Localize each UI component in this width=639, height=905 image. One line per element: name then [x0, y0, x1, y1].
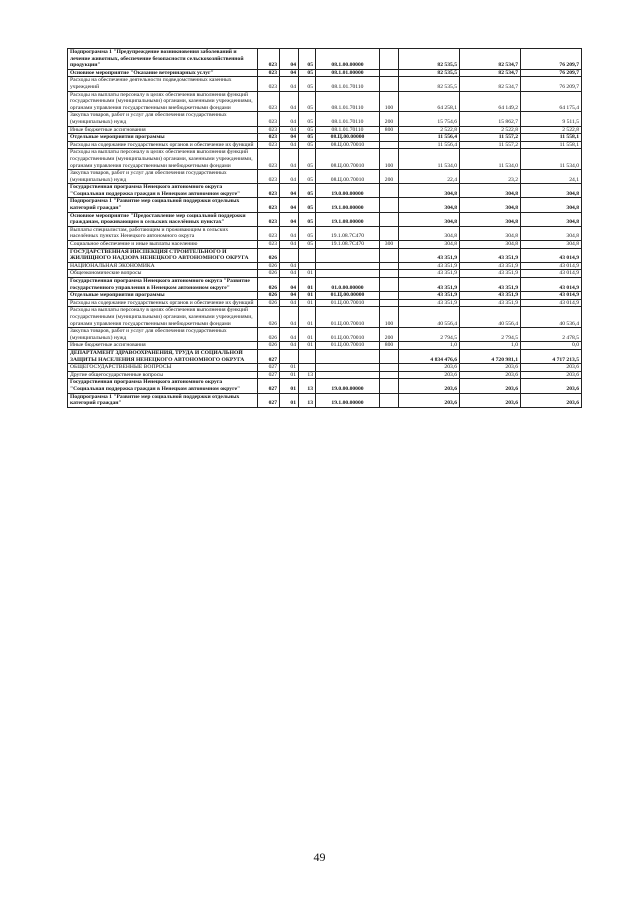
row-ved-code: 026 [258, 307, 280, 328]
row-value-year-3: 76 209,7 [521, 49, 582, 70]
row-value-year-2: 11 534,0 [460, 149, 521, 170]
row-value-year-1: 43 351,9 [399, 248, 460, 262]
row-subsection-code: 05 [299, 126, 316, 134]
table-row [68, 299, 582, 307]
row-value-year-3: 43 014,9 [521, 262, 582, 270]
row-ved-code: 023 [258, 126, 280, 134]
row-target-article-code: 19.1.08.00000 [316, 212, 380, 226]
row-ved-code: 023 [258, 212, 280, 226]
table-row [68, 342, 582, 350]
table-row [68, 170, 582, 184]
row-ved-code: 023 [258, 141, 280, 149]
page-number: 49 [313, 850, 326, 864]
row-section-code: 01 [280, 393, 299, 407]
row-value-year-1: 11 556,4 [399, 141, 460, 149]
row-ved-code: 023 [258, 184, 280, 198]
row-value-year-2: 304,8 [460, 241, 521, 249]
row-subsection-code: 13 [299, 371, 316, 379]
row-value-year-3: 4 717 213,5 [521, 349, 582, 363]
row-subsection-code: 05 [299, 141, 316, 149]
row-value-year-1: 22,4 [399, 170, 460, 184]
row-expense-type-code [380, 299, 399, 307]
row-expense-type-code [380, 49, 399, 70]
row-name: Закупка товаров, работ и услуг для обеспечения государственных (муниципальных) нужд [68, 170, 258, 184]
row-value-year-3: 11 534,0 [521, 149, 582, 170]
table-row [68, 241, 582, 249]
row-value-year-3: 203,6 [521, 371, 582, 379]
row-target-article-code: 08.1.01.70110 [316, 112, 380, 126]
row-ved-code: 023 [258, 241, 280, 249]
row-value-year-2: 23,2 [460, 170, 521, 184]
row-value-year-1: 2 794,5 [399, 328, 460, 342]
row-name: Закупка товаров, работ и услуг для обеспечения государственных (муниципальных) нужд [68, 328, 258, 342]
row-value-year-2: 1,0 [460, 342, 521, 350]
row-value-year-3: 76 209,7 [521, 69, 582, 77]
row-value-year-1: 203,6 [399, 393, 460, 407]
row-ved-code: 023 [258, 49, 280, 70]
row-ved-code: 023 [258, 91, 280, 112]
row-value-year-1: 203,6 [399, 379, 460, 393]
row-value-year-3: 304,8 [521, 212, 582, 226]
row-subsection-code [299, 349, 316, 363]
row-section-code: 04 [280, 69, 299, 77]
row-target-article-code [316, 364, 380, 372]
row-value-year-2: 40 556,4 [460, 307, 521, 328]
row-expense-type-code [380, 349, 399, 363]
row-subsection-code: 05 [299, 226, 316, 240]
row-value-year-2: 43 351,9 [460, 248, 521, 262]
row-section-code: 01 [280, 364, 299, 372]
row-target-article-code [316, 262, 380, 270]
table-row [68, 371, 582, 379]
row-target-article-code: 19.0.00.00000 [316, 184, 380, 198]
row-subsection-code: 05 [299, 184, 316, 198]
row-subsection-code: 05 [299, 49, 316, 70]
row-target-article-code: 08.Ц.00.70010 [316, 141, 380, 149]
row-value-year-3: 43 014,9 [521, 292, 582, 300]
row-section-code: 04 [280, 77, 299, 91]
table-row [68, 69, 582, 77]
row-value-year-1: 11 556,4 [399, 134, 460, 142]
row-section-code: 04 [280, 198, 299, 212]
row-target-article-code: 08.1.00.00000 [316, 49, 380, 70]
row-expense-type-code: 800 [380, 342, 399, 350]
row-section-code: 04 [280, 149, 299, 170]
row-subsection-code: 05 [299, 198, 316, 212]
row-name: Выплаты специалистам, работающим и проживающим в сельских населённых пунктах Ненецкого автономного округа [68, 226, 258, 240]
table-row [68, 307, 582, 328]
row-ved-code: 027 [258, 349, 280, 363]
table-row [68, 364, 582, 372]
row-value-year-1: 4 834 476,6 [399, 349, 460, 363]
row-value-year-2: 64 149,2 [460, 91, 521, 112]
row-target-article-code [316, 349, 380, 363]
row-subsection-code: 01 [299, 307, 316, 328]
row-expense-type-code [380, 270, 399, 278]
row-target-article-code: 19.1.08.7С470 [316, 241, 380, 249]
row-name: Государственная программа Ненецкого автономного округа "Социальная поддержка граждан в Ненецком автономном округе" [68, 379, 258, 393]
table-row [68, 262, 582, 270]
row-expense-type-code: 100 [380, 307, 399, 328]
row-value-year-3: 43 014,9 [521, 248, 582, 262]
row-target-article-code [316, 248, 380, 262]
row-subsection-code: 01 [299, 292, 316, 300]
row-ved-code: 027 [258, 371, 280, 379]
row-section-code: 04 [280, 342, 299, 350]
row-subsection-code: 13 [299, 379, 316, 393]
table-row [68, 328, 582, 342]
row-section-code: 04 [280, 141, 299, 149]
table-row [68, 126, 582, 134]
row-name: Отдельные мероприятия программы [68, 292, 258, 300]
row-ved-code: 026 [258, 270, 280, 278]
row-name: Расходы на обеспечение деятельности подведомственных казенных учреждений [68, 77, 258, 91]
row-value-year-2: 304,8 [460, 212, 521, 226]
row-ved-code: 026 [258, 248, 280, 262]
row-expense-type-code: 800 [380, 126, 399, 134]
row-section-code: 01 [280, 379, 299, 393]
row-expense-type-code [380, 69, 399, 77]
row-value-year-1: 304,8 [399, 198, 460, 212]
table-row [68, 91, 582, 112]
row-target-article-code: 01.Ц.00.00000 [316, 292, 380, 300]
row-section-code: 04 [280, 262, 299, 270]
table-row [68, 134, 582, 142]
row-ved-code: 023 [258, 112, 280, 126]
row-value-year-1: 43 351,9 [399, 262, 460, 270]
row-section-code: 01 [280, 371, 299, 379]
row-section-code: 04 [280, 49, 299, 70]
row-subsection-code [299, 262, 316, 270]
row-target-article-code: 19.1.00.00000 [316, 393, 380, 407]
row-value-year-1: 43 351,9 [399, 278, 460, 292]
row-subsection-code [299, 364, 316, 372]
row-value-year-3: 64 175,4 [521, 91, 582, 112]
table-row [68, 349, 582, 363]
table-row [68, 77, 582, 91]
row-value-year-3: 76 209,7 [521, 77, 582, 91]
row-value-year-2: 203,6 [460, 393, 521, 407]
row-section-code: 04 [280, 134, 299, 142]
row-target-article-code: 01.Ц.00.70010 [316, 342, 380, 350]
row-name: Государственная программа Ненецкого автономного округа "Развитие государственного управления в Ненецком автономном округе" [68, 278, 258, 292]
row-value-year-2: 203,6 [460, 364, 521, 372]
row-section-code: 04 [280, 278, 299, 292]
row-target-article-code: 01.0.00.00000 [316, 278, 380, 292]
row-value-year-1: 15 754,6 [399, 112, 460, 126]
row-subsection-code: 01 [299, 328, 316, 342]
row-ved-code: 027 [258, 393, 280, 407]
row-expense-type-code [380, 212, 399, 226]
row-name: ГОСУДАРСТВЕННАЯ ИНСПЕКЦИЯ СТРОИТЕЛЬНОГО И ЖИЛИЩНОГО НАДЗОРА НЕНЕЦКОГО АВТОНОМНОГО ОКРУГА [68, 248, 258, 262]
row-section-code: 04 [280, 212, 299, 226]
row-value-year-2: 304,8 [460, 198, 521, 212]
row-name: Иные бюджетные ассигнования [68, 342, 258, 350]
row-target-article-code: 08.Ц.00.00000 [316, 134, 380, 142]
row-section-code: 04 [280, 184, 299, 198]
table-row [68, 270, 582, 278]
row-subsection-code: 01 [299, 278, 316, 292]
row-expense-type-code [380, 379, 399, 393]
row-target-article-code: 08.1.01.00000 [316, 69, 380, 77]
row-expense-type-code [380, 77, 399, 91]
row-value-year-3: 0,0 [521, 342, 582, 350]
row-subsection-code: 05 [299, 149, 316, 170]
row-expense-type-code [380, 393, 399, 407]
table-row [68, 112, 582, 126]
row-target-article-code: 01.Ц.00.70010 [316, 328, 380, 342]
row-expense-type-code [380, 278, 399, 292]
row-expense-type-code [380, 184, 399, 198]
row-name: НАЦИОНАЛЬНАЯ ЭКОНОМИКА [68, 262, 258, 270]
row-section-code: 04 [280, 226, 299, 240]
row-section-code: 04 [280, 307, 299, 328]
row-section-code: 04 [280, 170, 299, 184]
row-target-article-code: 08.Ц.00.70010 [316, 170, 380, 184]
row-name: Подпрограмма 1 "Развитие мер социальной поддержки отдельных категорий граждан" [68, 198, 258, 212]
row-target-article-code: 08.1.01.70110 [316, 126, 380, 134]
row-value-year-2: 82 534,7 [460, 69, 521, 77]
row-expense-type-code [380, 141, 399, 149]
row-ved-code: 023 [258, 77, 280, 91]
row-subsection-code: 05 [299, 69, 316, 77]
row-name: Подпрограмма 1 "Развитие мер социальной поддержки отдельных категорий граждан" [68, 393, 258, 407]
row-section-code: 04 [280, 112, 299, 126]
row-ved-code: 027 [258, 379, 280, 393]
row-ved-code: 023 [258, 69, 280, 77]
row-expense-type-code: 200 [380, 170, 399, 184]
row-target-article-code: 19.1.00.00000 [316, 198, 380, 212]
row-ved-code: 026 [258, 299, 280, 307]
row-section-code: 04 [280, 292, 299, 300]
row-value-year-1: 304,8 [399, 184, 460, 198]
row-expense-type-code [380, 292, 399, 300]
row-name: Расходы на содержание государственных органов и обеспечение их функций [68, 141, 258, 149]
row-value-year-3: 304,8 [521, 198, 582, 212]
row-value-year-1: 304,8 [399, 226, 460, 240]
row-subsection-code: 05 [299, 212, 316, 226]
row-value-year-3: 11 558,1 [521, 141, 582, 149]
row-expense-type-code [380, 364, 399, 372]
row-name: Общеэкономические вопросы [68, 270, 258, 278]
row-value-year-1: 1,0 [399, 342, 460, 350]
table-row [68, 149, 582, 170]
row-value-year-3: 203,6 [521, 393, 582, 407]
row-name: Другие общегосударственные вопросы [68, 371, 258, 379]
row-section-code [280, 248, 299, 262]
row-name: Государственная программа Ненецкого автономного округа "Социальная поддержка граждан в Ненецком автономном округе" [68, 184, 258, 198]
row-value-year-2: 11 557,2 [460, 141, 521, 149]
row-value-year-3: 43 014,9 [521, 270, 582, 278]
row-ved-code: 023 [258, 149, 280, 170]
row-target-article-code: 01.Ц.00.70010 [316, 307, 380, 328]
row-value-year-3: 24,1 [521, 170, 582, 184]
row-expense-type-code: 100 [380, 91, 399, 112]
row-value-year-3: 9 511,5 [521, 112, 582, 126]
row-value-year-3: 203,6 [521, 379, 582, 393]
row-value-year-3: 2 478,5 [521, 328, 582, 342]
row-value-year-1: 304,8 [399, 241, 460, 249]
row-value-year-1: 43 351,9 [399, 299, 460, 307]
row-subsection-code [299, 248, 316, 262]
row-ved-code: 023 [258, 198, 280, 212]
row-subsection-code: 05 [299, 112, 316, 126]
row-expense-type-code: 200 [380, 112, 399, 126]
row-subsection-code: 01 [299, 299, 316, 307]
row-ved-code: 023 [258, 170, 280, 184]
row-value-year-2: 43 351,9 [460, 270, 521, 278]
row-name: Закупка товаров, работ и услуг для обеспечения государственных (муниципальных) нужд [68, 112, 258, 126]
row-name: Отдельные мероприятия программы [68, 134, 258, 142]
row-subsection-code: 01 [299, 270, 316, 278]
row-value-year-2: 43 351,9 [460, 262, 521, 270]
table-row [68, 393, 582, 407]
table-row [68, 212, 582, 226]
table-row [68, 184, 582, 198]
row-subsection-code: 05 [299, 241, 316, 249]
row-subsection-code: 05 [299, 91, 316, 112]
row-value-year-2: 203,6 [460, 379, 521, 393]
row-section-code: 04 [280, 270, 299, 278]
row-ved-code: 026 [258, 328, 280, 342]
row-value-year-2: 11 557,2 [460, 134, 521, 142]
row-target-article-code: 19.0.00.00000 [316, 379, 380, 393]
row-value-year-3: 203,6 [521, 364, 582, 372]
row-value-year-3: 2 522,8 [521, 126, 582, 134]
row-value-year-1: 82 535,5 [399, 69, 460, 77]
row-target-article-code: 08.1.01.70110 [316, 77, 380, 91]
row-value-year-3: 11 558,1 [521, 134, 582, 142]
row-name: ОБЩЕГОСУДАРСТВЕННЫЕ ВОПРОСЫ [68, 364, 258, 372]
row-name: ДЕПАРТАМЕНТ ЗДРАВООХРАНЕНИЯ, ТРУДА И СОЦИАЛЬНОЙ ЗАЩИТЫ НАСЕЛЕНИЯ НЕНЕЦКОГО АВТОНОМНОГО ОКРУГА [68, 349, 258, 363]
row-name: Подпрограмма 1 "Предупреждение возникновения заболеваний и лечение животных, обеспечение безопасности сельскохозяйственной продукции" [68, 49, 258, 70]
row-value-year-2: 43 351,9 [460, 278, 521, 292]
row-expense-type-code: 200 [380, 328, 399, 342]
row-section-code [280, 349, 299, 363]
row-value-year-2: 203,6 [460, 371, 521, 379]
row-name: Расходы на выплаты персоналу в целях обеспечения выполнения функций государственными (муниципальными) органами, казенными учреждениями, органами управления государственными внебюджетными фондами [68, 149, 258, 170]
row-value-year-3: 40 536,4 [521, 307, 582, 328]
table-row [68, 292, 582, 300]
row-value-year-1: 64 258,1 [399, 91, 460, 112]
row-value-year-3: 304,8 [521, 226, 582, 240]
row-ved-code: 026 [258, 278, 280, 292]
row-section-code: 04 [280, 126, 299, 134]
row-value-year-2: 82 534,7 [460, 77, 521, 91]
row-subsection-code: 05 [299, 77, 316, 91]
row-value-year-2: 304,8 [460, 226, 521, 240]
row-value-year-2: 15 862,7 [460, 112, 521, 126]
row-subsection-code: 13 [299, 393, 316, 407]
row-value-year-3: 43 014,9 [521, 278, 582, 292]
row-section-code: 04 [280, 91, 299, 112]
row-expense-type-code: 100 [380, 149, 399, 170]
table-row [68, 248, 582, 262]
row-value-year-1: 43 351,9 [399, 292, 460, 300]
row-value-year-2: 82 534,7 [460, 49, 521, 70]
row-value-year-1: 203,6 [399, 364, 460, 372]
row-value-year-1: 82 535,5 [399, 49, 460, 70]
budget-table [67, 48, 582, 408]
row-ved-code: 026 [258, 262, 280, 270]
row-value-year-1: 40 556,4 [399, 307, 460, 328]
row-section-code: 04 [280, 241, 299, 249]
row-value-year-1: 304,8 [399, 212, 460, 226]
row-value-year-1: 43 351,9 [399, 270, 460, 278]
row-value-year-1: 82 535,5 [399, 77, 460, 91]
table-row [68, 49, 582, 70]
table-row [68, 226, 582, 240]
row-expense-type-code [380, 248, 399, 262]
row-value-year-3: 304,8 [521, 184, 582, 198]
row-name: Основное мероприятие "Предоставление мер социальной поддержки гражданам, проживающим в сельских населённых пунктах" [68, 212, 258, 226]
row-value-year-3: 304,8 [521, 241, 582, 249]
row-target-article-code: 19.1.08.7С470 [316, 226, 380, 240]
row-value-year-1: 11 534,0 [399, 149, 460, 170]
table-row [68, 278, 582, 292]
row-expense-type-code [380, 226, 399, 240]
row-value-year-2: 4 720 981,1 [460, 349, 521, 363]
row-value-year-3: 43 014,9 [521, 299, 582, 307]
table-row [68, 379, 582, 393]
row-ved-code: 026 [258, 292, 280, 300]
row-value-year-1: 203,6 [399, 371, 460, 379]
table-row [68, 198, 582, 212]
row-target-article-code [316, 270, 380, 278]
row-name: Расходы на содержание государственных органов и обеспечение их функций [68, 299, 258, 307]
row-expense-type-code [380, 198, 399, 212]
row-value-year-1: 2 522,8 [399, 126, 460, 134]
row-value-year-2: 2 794,5 [460, 328, 521, 342]
row-value-year-2: 43 351,9 [460, 292, 521, 300]
row-subsection-code: 01 [299, 342, 316, 350]
row-name: Социальное обеспечение и иные выплаты населению [68, 241, 258, 249]
row-expense-type-code: 300 [380, 241, 399, 249]
row-subsection-code: 05 [299, 134, 316, 142]
row-ved-code: 023 [258, 226, 280, 240]
row-ved-code: 023 [258, 134, 280, 142]
row-expense-type-code [380, 371, 399, 379]
row-value-year-2: 2 522,8 [460, 126, 521, 134]
row-name: Расходы на выплаты персоналу в целях обеспечения выполнения функций государственными (муниципальными) органами, казенными учреждениями, органами управления государственными внебюджетными фондами [68, 91, 258, 112]
row-ved-code: 027 [258, 364, 280, 372]
row-name: Основное мероприятие "Оказание ветеринарных услуг" [68, 69, 258, 77]
row-name: Иные бюджетные ассигнования [68, 126, 258, 134]
row-target-article-code [316, 371, 380, 379]
row-section-code: 04 [280, 328, 299, 342]
row-expense-type-code [380, 262, 399, 270]
row-subsection-code: 05 [299, 170, 316, 184]
row-section-code: 04 [280, 299, 299, 307]
row-value-year-2: 43 351,9 [460, 299, 521, 307]
row-name: Расходы на выплаты персоналу в целях обеспечения выполнения функций государственными (муниципальными) органами, казенными учреждениями, органами управления государственными внебюджетными фондами [68, 307, 258, 328]
row-target-article-code: 08.1.01.70110 [316, 91, 380, 112]
row-ved-code: 026 [258, 342, 280, 350]
row-target-article-code: 08.Ц.00.70010 [316, 149, 380, 170]
row-value-year-2: 304,8 [460, 184, 521, 198]
table-row [68, 141, 582, 149]
row-target-article-code: 01.Ц.00.70010 [316, 299, 380, 307]
row-expense-type-code [380, 134, 399, 142]
budget-table-body [68, 49, 582, 408]
